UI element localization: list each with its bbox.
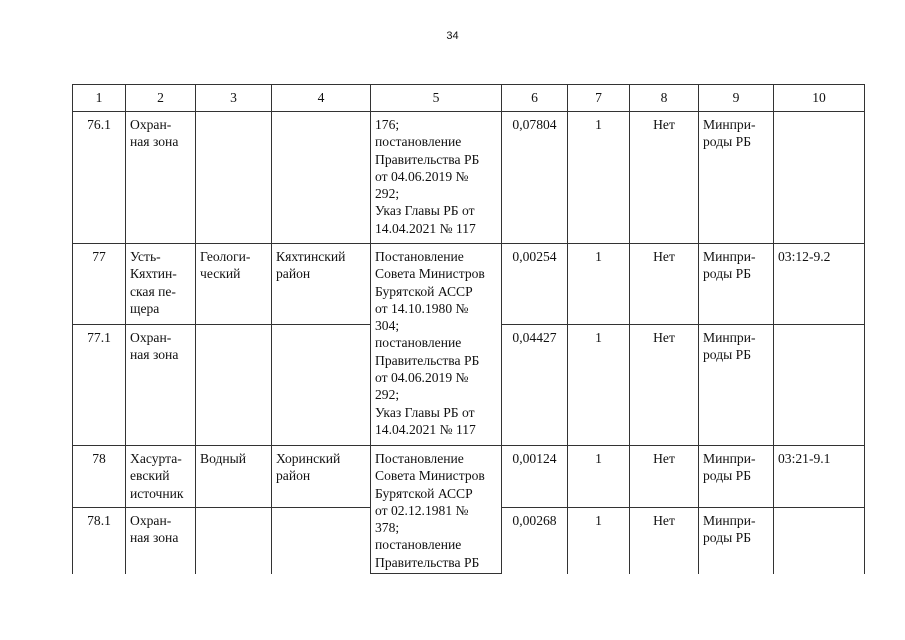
agency-cell: Минпри- роды РБ xyxy=(699,325,774,446)
column-7-cell: 1 xyxy=(568,325,630,446)
location-cell xyxy=(272,508,371,574)
documents-cell: Постановление Совета Министров Бурятской АССР от 02.12.1981 № 378; постановление Правительства РБ xyxy=(371,446,502,574)
column-7-cell: 1 xyxy=(568,244,630,325)
area-cell: 0,00124 xyxy=(502,446,568,508)
registry-table xyxy=(72,84,865,574)
column-header-row xyxy=(73,85,865,112)
documents-cell: 176; постановление Правительства РБ от 04.06.2019 № 292; Указ Главы РБ от 14.04.2021 № 117 xyxy=(371,112,502,244)
row-number-cell: 78 xyxy=(73,446,126,508)
column-header: 9 xyxy=(699,85,774,112)
profile-cell: Водный xyxy=(196,446,272,508)
profile-cell: Геологи- ческий xyxy=(196,244,272,325)
table-row-77 xyxy=(73,244,865,325)
profile-cell xyxy=(196,508,272,574)
code-cell xyxy=(774,325,865,446)
object-name-cell: Хасурта- евский источник xyxy=(126,446,196,508)
column-7-cell: 1 xyxy=(568,112,630,244)
column-8-cell: Нет xyxy=(630,446,699,508)
code-cell xyxy=(774,508,865,574)
column-header: 8 xyxy=(630,85,699,112)
area-cell: 0,00268 xyxy=(502,508,568,574)
column-8-cell: Нет xyxy=(630,508,699,574)
object-name-cell: Охран- ная зона xyxy=(126,112,196,244)
row-number-cell: 77 xyxy=(73,244,126,325)
code-cell: 03:21-9.1 xyxy=(774,446,865,508)
column-7-cell: 1 xyxy=(568,508,630,574)
column-header: 1 xyxy=(73,85,126,112)
column-8-cell: Нет xyxy=(630,325,699,446)
agency-cell: Минпри- роды РБ xyxy=(699,508,774,574)
column-header: 7 xyxy=(568,85,630,112)
table-row-78 xyxy=(73,446,865,508)
object-name-cell: Охран- ная зона xyxy=(126,325,196,446)
column-header: 3 xyxy=(196,85,272,112)
area-cell: 0,00254 xyxy=(502,244,568,325)
location-cell xyxy=(272,112,371,244)
column-header: 10 xyxy=(774,85,865,112)
column-7-cell: 1 xyxy=(568,446,630,508)
row-number-cell: 77.1 xyxy=(73,325,126,446)
location-cell: Кяхтинский район xyxy=(272,244,371,325)
code-cell: 03:12-9.2 xyxy=(774,244,865,325)
column-8-cell: Нет xyxy=(630,244,699,325)
column-header: 2 xyxy=(126,85,196,112)
row-number-cell: 78.1 xyxy=(73,508,126,574)
profile-cell xyxy=(196,325,272,446)
location-cell: Хоринский район xyxy=(272,446,371,508)
column-header: 5 xyxy=(371,85,502,112)
area-cell: 0,07804 xyxy=(502,112,568,244)
code-cell xyxy=(774,112,865,244)
agency-cell: Минпри- роды РБ xyxy=(699,112,774,244)
column-8-cell: Нет xyxy=(630,112,699,244)
row-number-cell: 76.1 xyxy=(73,112,126,244)
table-row-76-1 xyxy=(73,112,865,244)
object-name-cell: Охран- ная зона xyxy=(126,508,196,574)
area-cell: 0,04427 xyxy=(502,325,568,446)
location-cell xyxy=(272,325,371,446)
agency-cell: Минпри- роды РБ xyxy=(699,244,774,325)
agency-cell: Минпри- роды РБ xyxy=(699,446,774,508)
documents-cell: Постановление Совета Министров Бурятской АССР от 14.10.1980 № 304; постановление Правительства РБ от 04.06.2019 № 292; Указ Главы РБ от 14.04.2021 № 117 xyxy=(371,244,502,446)
page-number: 34 xyxy=(446,30,459,42)
column-header: 4 xyxy=(272,85,371,112)
profile-cell xyxy=(196,112,272,244)
object-name-cell: Усть- Кяхтин- ская пе- щера xyxy=(126,244,196,325)
column-header: 6 xyxy=(502,85,568,112)
